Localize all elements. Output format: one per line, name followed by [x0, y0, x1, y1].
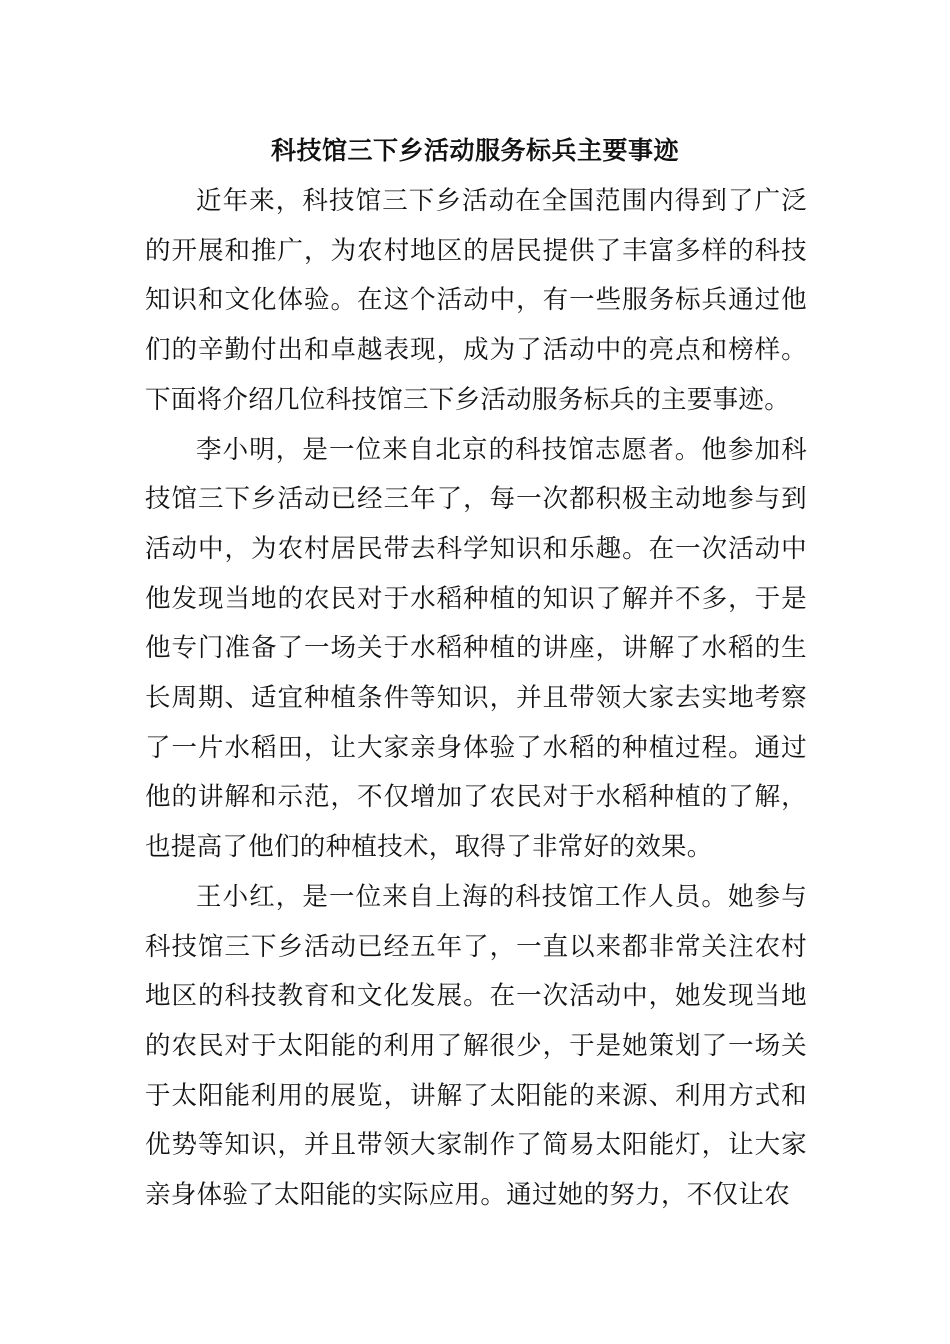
paragraph-li-xiaoming: 李小明，是一位来自北京的科技馆志愿者。他参加科技馆三下乡活动已经三年了，每一次都积极主动地参与到活动中，为农村居民带去科学知识和乐趣。在一次活动中他发现当地的农民对于水稻种植的知识了解并不多，于是他专门准备了一场关于水稻种植的讲座，讲解了水稻的生长周期、适宜种植条件等知识，并且带领大家去实地考察了一片水稻田，让大家亲身体验了水稻的种植过程。通过他的讲解和示范，不仅增加了农民对于水稻种植的了解，也提高了他们的种植技术，取得了非常好的效果。: [145, 434, 807, 863]
document-title: 科技馆三下乡活动服务标兵主要事迹: [270, 136, 679, 165]
paragraph-wang-xiaohong: 王小红，是一位来自上海的科技馆工作人员。她参与科技馆三下乡活动已经五年了，一直以来都非常关注农村地区的科技教育和文化发展。在一次活动中，她发现当地的农民对于太阳能的利用了解很少，于是她策划了一场关于太阳能利用的展览，讲解了太阳能的来源、利用方式和优势等知识，并且带领大家制作了简易太阳能灯，让大家亲身体验了太阳能的实际应用。通过她的努力，不仅让农: [145, 881, 807, 1211]
paragraph-intro: 近年来，科技馆三下乡活动在全国范围内得到了广泛的开展和推广，为农村地区的居民提供了丰富多样的科技知识和文化体验。在这个活动中，有一些服务标兵通过他们的辛勤付出和卓越表现，成为了活动中的亮点和榜样。下面将介绍几位科技馆三下乡活动服务标兵的主要事迹。: [145, 186, 807, 415]
document-body: [145, 177, 807, 1221]
